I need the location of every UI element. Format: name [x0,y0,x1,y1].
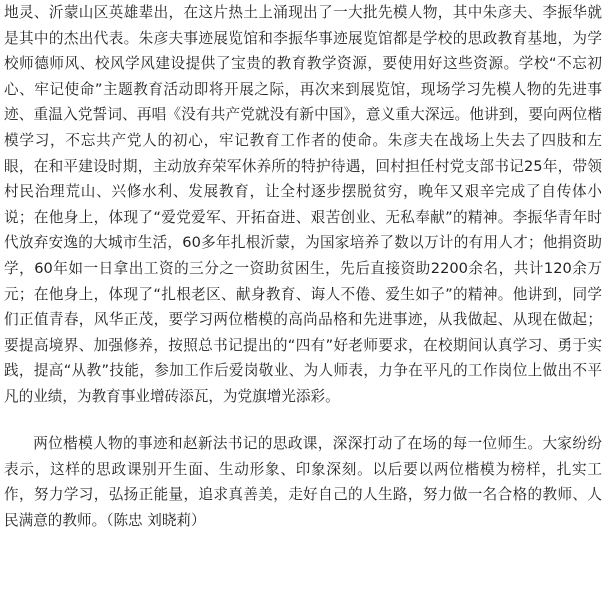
article-paragraph-2: 两位楷模人物的事迹和赵新法书记的思政课，深深打动了在场的每一位师生。大家纷纷表示，这样的思政课别开生面、生动形象、印象深刻。以后要以两位楷模为榜样，扎实工作，努力学习，弘扬正能量，追求真善美，走好自己的人生路，努力做一名合格的教师、人民满意的教师。（陈忠 刘晓莉） [4,435,602,529]
article-paragraph-1: 地灵、沂蒙山区英雄辈出，在这片热土上涌现出了一大批先模人物，其中朱彦夫、李振华就是其中的杰出代表。朱彦夫事迹展览馆和李振华事迹展览馆都是学校的思政教育基地，为学校师德师风、校风学风建设提供了宝贵的教育教学资源，要使用好这些资源。学校“不忘初心、牢记使命”主题教育活动即将开展之际，再次来到展览馆，现场学习先模人物的先进事迹、重温入党誓词、再唱《没有共产党就没有新中国》，意义重大深远。他讲到，要向两位楷模学习，不忘共产党人的初心，牢记教育工作者的使命。朱彦夫在战场上失去了四肢和左眼，在和平建设时期，主动放弃荣军休养所的特护待遇，回村担任村党支部书记25年，带领村民治理荒山、兴修水利、发展教育，让全村逐步摆脱贫穷，晚年又艰辛完成了自传体小说；在他身上，体现了“爱党爱军、开拓奋进、艰苦创业、无私奉献”的精神。李振华青年时代放弃安逸的大城市生活，60多年扎根沂蒙，为国家培养了数以万计的有用人才；他捐资助学，60年如一日拿出工资的三分之一资助贫困生，先后直接资助2200余名，共计120余万元；在他身上，体现了“扎根老区、献身教育、诲人不倦、爱生如子”的精神。他讲到，同学们正值青春，风华正茂，要学习两位楷模的高尚品格和先进事迹，从我做起、从现在做起；要提高境界、加强修养，按照总书记提出的“四有”好老师要求，在校期间认真学习、勇于实践，提高“从教”技能，参加工作后爱岗敬业、为人师表，力争在平凡的工作岗位上做出不平凡的业绩，为教育事业增砖添瓦，为党旗增光添彩。 [4,4,602,405]
